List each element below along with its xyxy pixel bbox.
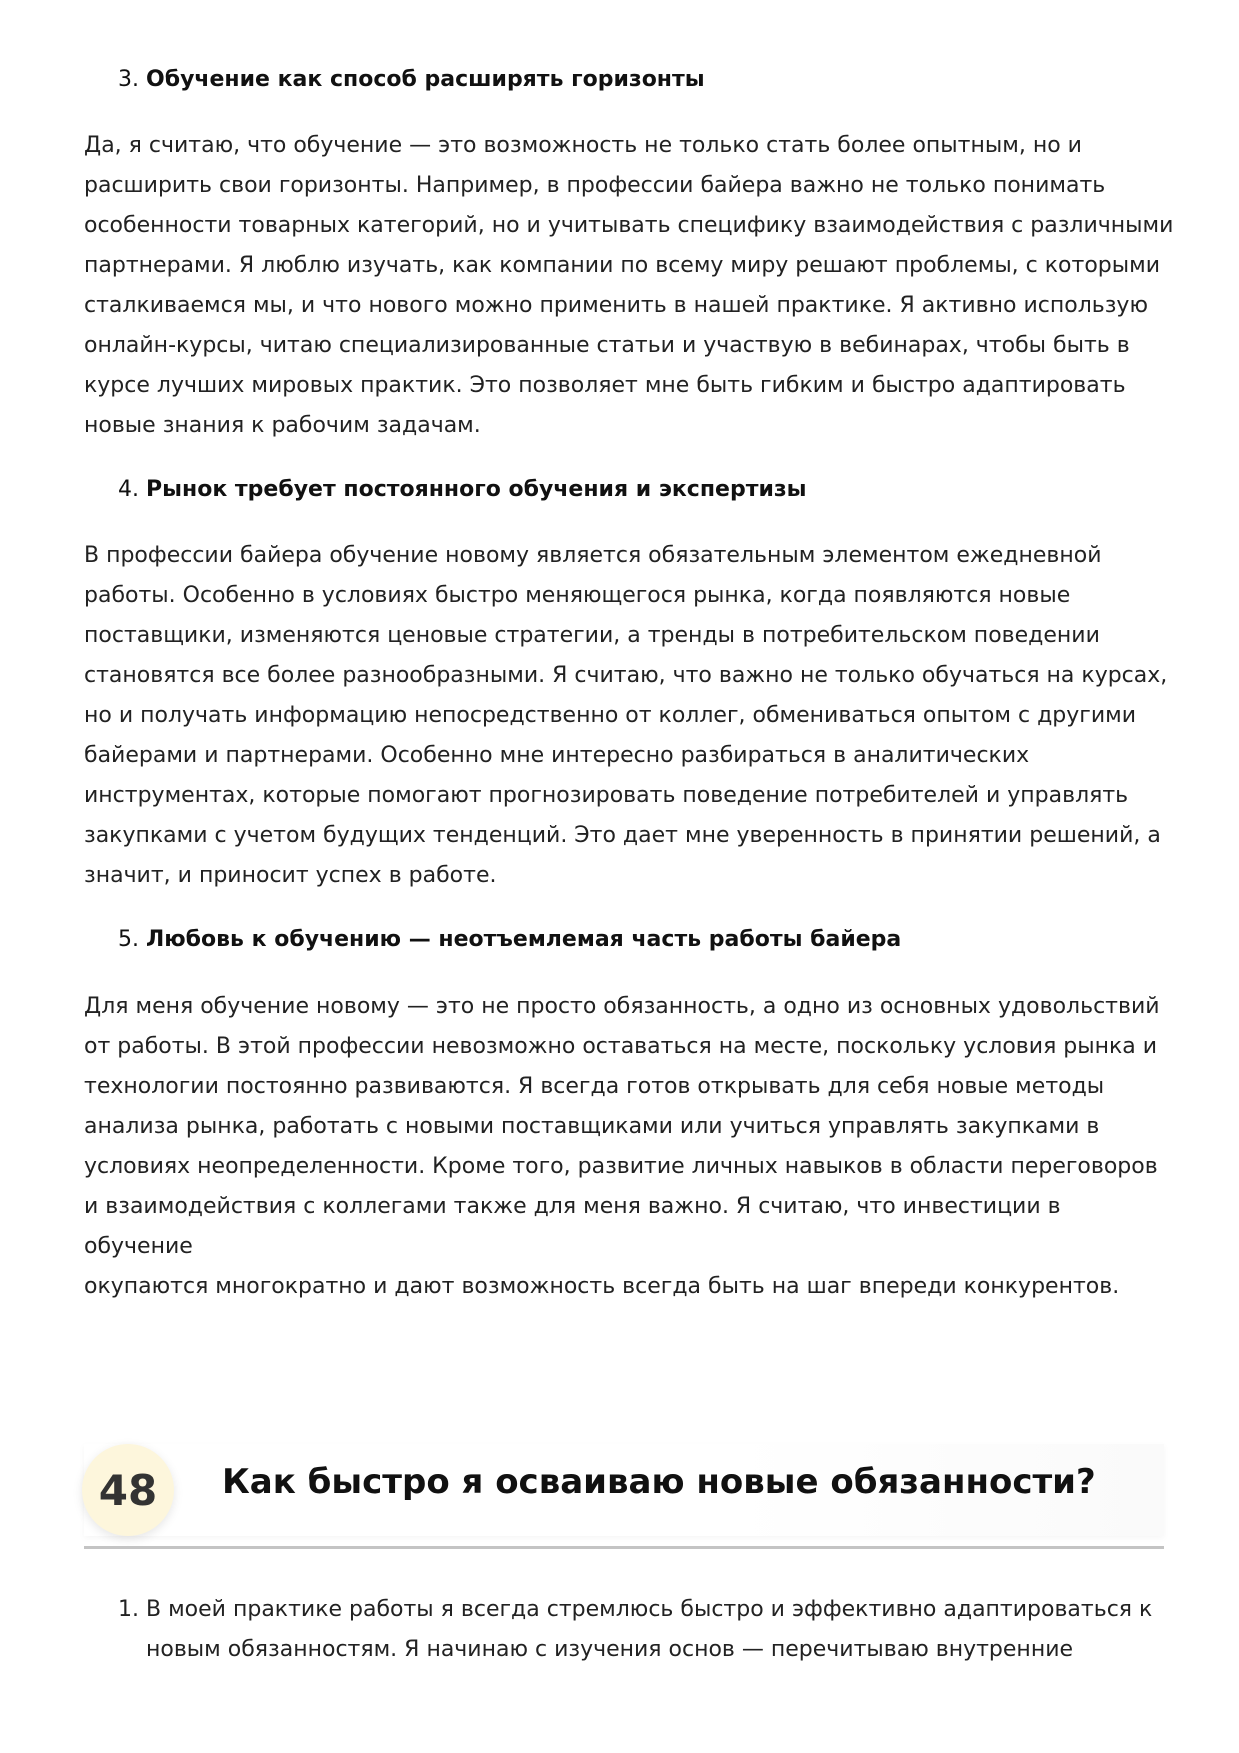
- text-line: партнерами. Я люблю изучать, как компании по всему миру решают проблемы, с которыми: [84, 253, 1161, 278]
- text-line: закупками с учетом будущих тенденций. Это дает мне уверенность в принятии решений, а: [84, 823, 1161, 848]
- question-number-badge: 48: [82, 1444, 174, 1536]
- list-item-text: [118, 1590, 1168, 1670]
- list-number: 5.: [118, 927, 139, 952]
- text-line: работы. Особенно в условиях быстро меняющегося рынка, когда появляются новые: [84, 583, 1071, 608]
- text-line: становятся все более разнообразными. Я считаю, что важно не только обучаться на курсах,: [84, 663, 1168, 688]
- list-heading-4: [118, 470, 1159, 510]
- question-title: Как быстро я осваиваю новые обязанности?: [222, 1462, 1096, 1502]
- text-line: технологии постоянно развиваются. Я всегда готов открывать для себя новые методы: [84, 1074, 1105, 1099]
- list-number: 3.: [118, 67, 139, 92]
- text-line: сталкиваемся мы, и что нового можно применить в нашей практике. Я активно использую: [84, 293, 1148, 318]
- text-line: онлайн-курсы, читаю специализированные статьи и участвую в вебинарах, чтобы быть в: [84, 333, 1130, 358]
- answer-list-item-1: [118, 1590, 1168, 1670]
- list-number: 4.: [118, 477, 139, 502]
- text-line: Для меня обучение новому — это не просто обязанность, а одно из основных удовольствий: [84, 994, 1160, 1019]
- text-line: поставщики, изменяются ценовые стратегии, а тренды в потребительском поведении: [84, 623, 1100, 648]
- text-line: инструментах, которые помогают прогнозировать поведение потребителей и управлять: [84, 783, 1129, 808]
- paragraph-section-3: [84, 126, 1174, 446]
- text-line: новым обязанностям. Я начинаю с изучения основ — перечитываю внутренние: [146, 1637, 1074, 1662]
- text-line: новые знания к рабочим задачам.: [84, 413, 481, 438]
- text-line: от работы. В этой профессии невозможно оставаться на месте, поскольку условия рынка и: [84, 1034, 1158, 1059]
- divider: [84, 1546, 1164, 1549]
- text-line: но и получать информацию непосредственно от коллег, обмениваться опытом с другими: [84, 703, 1137, 728]
- list-heading-3: [118, 60, 1159, 100]
- text-line: байерами и партнерами. Особенно мне интересно разбираться в аналитических: [84, 743, 1030, 768]
- text-line: и взаимодействия с коллегами также для меня важно. Я считаю, что инвестиции в обучение: [84, 1194, 1061, 1259]
- text-line: особенности товарных категорий, но и учитывать специфику взаимодействия с различными: [84, 213, 1174, 238]
- list-heading-title: Обучение как способ расширять горизонты: [146, 67, 705, 92]
- text-line: В профессии байера обучение новому является обязательным элементом ежедневной: [84, 543, 1102, 568]
- text-line: значит, и приносит успех в работе.: [84, 863, 497, 888]
- text-line: расширить свои горизонты. Например, в профессии байера важно не только понимать: [84, 173, 1106, 198]
- paragraph-section-4: [84, 536, 1174, 896]
- list-heading-title: Любовь к обучению — неотъемлемая часть работы байера: [146, 927, 902, 952]
- text-line: анализа рынка, работать с новыми поставщиками или учиться управлять закупками в: [84, 1114, 1100, 1139]
- text-line: курсе лучших мировых практик. Это позволяет мне быть гибким и быстро адаптировать: [84, 373, 1126, 398]
- question-header: [84, 1444, 1164, 1544]
- list-heading-title: Рынок требует постоянного обучения и экспертизы: [146, 477, 807, 502]
- list-heading-5: [118, 920, 1159, 960]
- paragraph-section-5: [84, 987, 1174, 1307]
- text-line: условиях неопределенности. Кроме того, развитие личных навыков в области переговоров: [84, 1154, 1158, 1179]
- text-line: окупаются многократно и дают возможность всегда быть на шаг впереди конкурентов.: [84, 1274, 1120, 1299]
- list-number: 1.: [118, 1597, 139, 1622]
- text-line: В моей практике работы я всегда стремлюсь быстро и эффективно адаптироваться к: [146, 1597, 1153, 1622]
- text-line: Да, я считаю, что обучение — это возможность не только стать более опытным, но и: [84, 133, 1082, 158]
